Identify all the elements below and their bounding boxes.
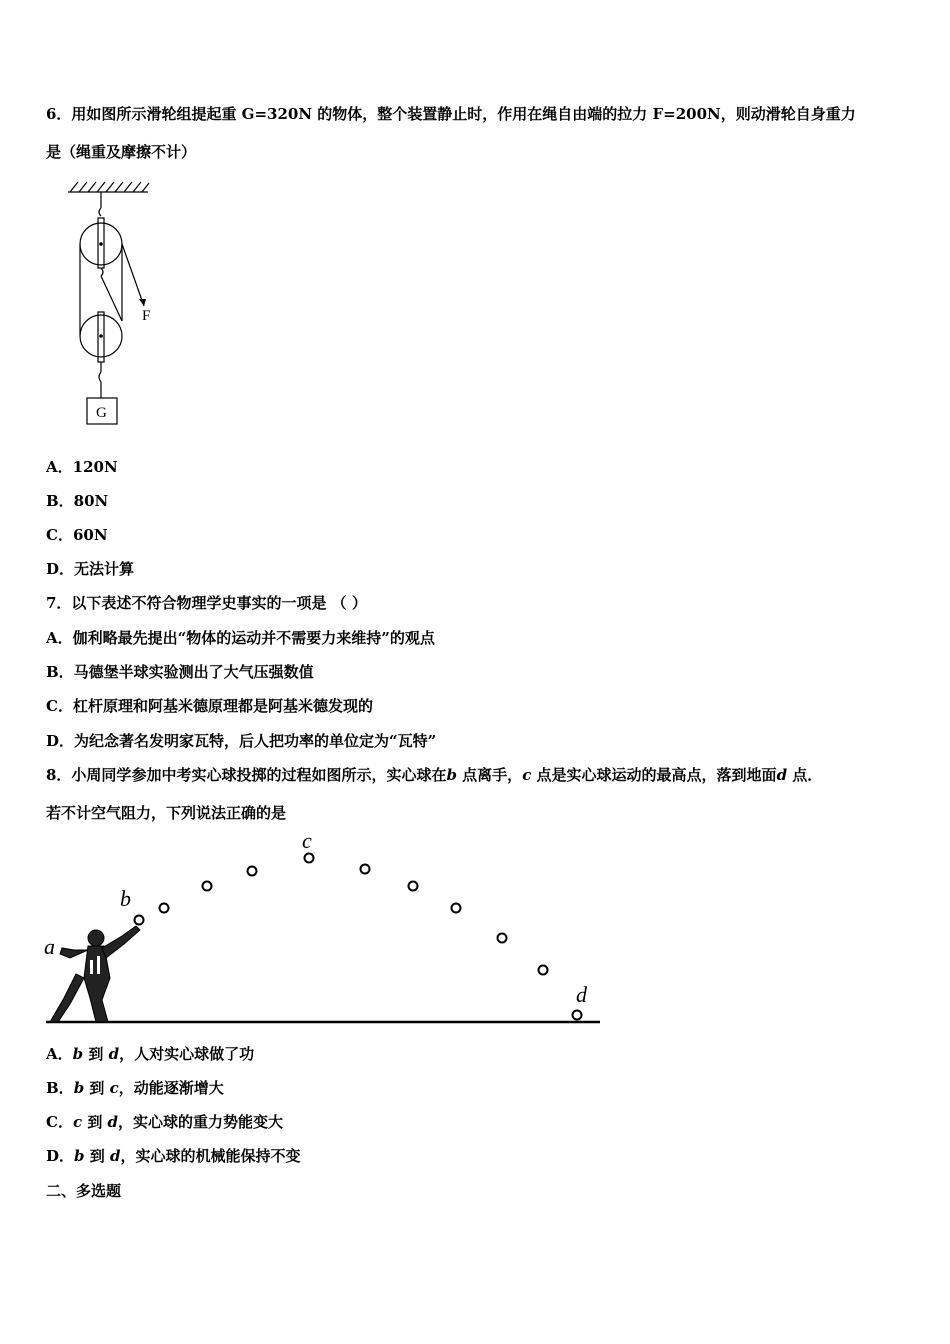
label-a: a [44,934,55,959]
q8-option-c: C．c 到 d，实心球的重力势能变大 [46,1113,284,1131]
q7-option-d: D．为纪念著名发明家瓦特，后人把功率的单位定为“瓦特” [46,732,437,750]
shot-put-diagram [40,828,610,1028]
label-G: G [96,405,107,421]
q6-stem-line1: 6．用如图所示滑轮组提起重 G=320N 的物体，整个装置静止时，作用在绳自由端的拉力 F=200N，则动滑轮自身重力 [46,105,856,123]
label-b: b [120,886,131,911]
q7-option-c: C．杠杆原理和阿基米德原理都是阿基米德发现的 [46,697,373,715]
q8-option-a: A．b 到 d，人对实心球做了功 [46,1045,255,1063]
q6-option-b: B．80N [46,492,109,510]
q6-option-c: C．60N [46,526,108,544]
q8-stem-line1: 8．小周同学参加中考实心球投掷的过程如图所示，实心球在b 点离手，c 点是实心球运动的最高点，落到地面d 点． [46,766,823,784]
label-d: d [576,982,587,1007]
q7-stem: 7．以下表述不符合物理学史事实的一项是 （ ） [46,594,367,612]
section-heading: 二、多选题 [46,1182,122,1200]
q7-option-a: A．伽利略最先提出“物体的运动并不需要力来维持”的观点 [46,629,435,647]
q8-option-d: D．b 到 d，实心球的机械能保持不变 [46,1147,301,1165]
q7-option-b: B．马德堡半球实验测出了大气压强数值 [46,663,314,681]
q6-option-d: D．无法计算 [46,560,135,578]
q8-option-b: B．b 到 c，动能逐渐增大 [46,1079,224,1097]
label-F: F [142,308,151,324]
label-c: c [302,828,312,853]
q8-stem-line2: 若不计空气阻力，下列说法正确的是 [46,804,287,822]
q6-stem-line2: 是（绳重及摩擦不计） [46,143,197,161]
pulley-diagram [60,178,170,428]
q6-option-a: A．120N [46,458,118,476]
